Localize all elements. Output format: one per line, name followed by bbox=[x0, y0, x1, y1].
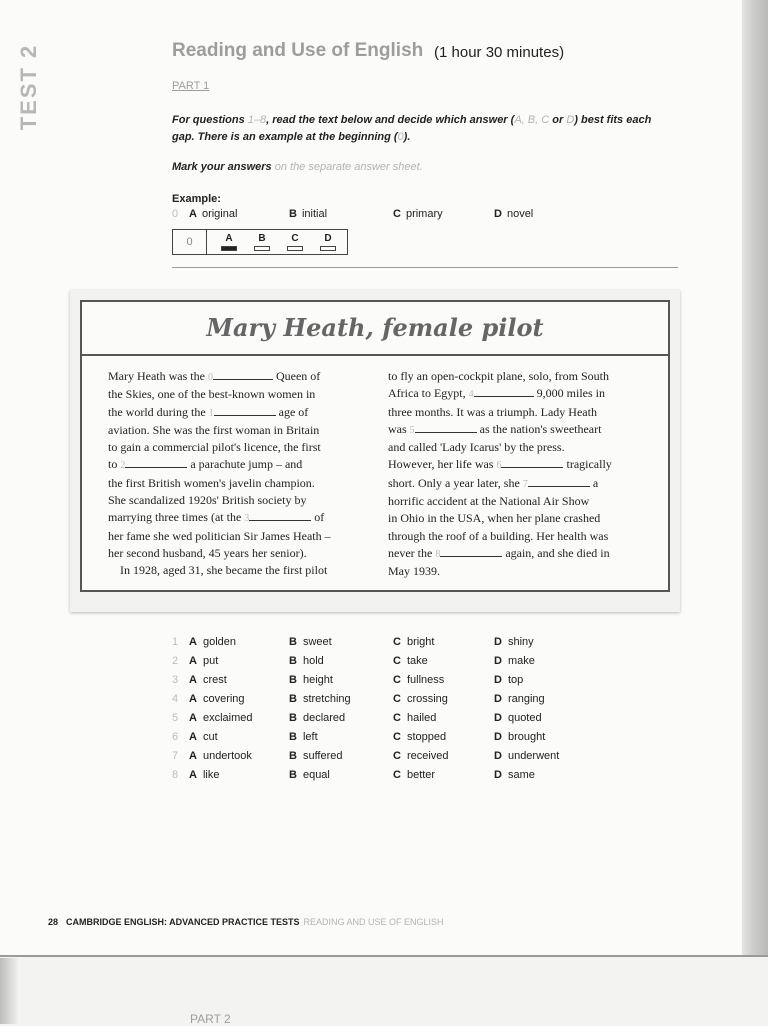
question-row: 2 A put B hold C take D make bbox=[172, 655, 535, 667]
example-num: 0 bbox=[172, 208, 179, 220]
page-footer bbox=[48, 917, 444, 927]
next-part-label: PART 2 bbox=[190, 1012, 231, 1026]
example-option-c: C primary bbox=[393, 208, 443, 220]
time-limit: (1 hour 30 minutes) bbox=[434, 44, 565, 61]
answer-option-b[interactable]: B bbox=[254, 234, 270, 251]
book-spine bbox=[742, 0, 768, 1024]
answer-option-d[interactable]: D bbox=[320, 234, 336, 251]
answer-bar-b bbox=[254, 246, 270, 251]
answer-bar-d bbox=[320, 246, 336, 251]
passage-title: Mary Heath, female pilot bbox=[82, 302, 668, 356]
answer-box-number: 0 bbox=[173, 230, 207, 254]
example-answer-box bbox=[172, 229, 348, 255]
answer-option-a[interactable]: A bbox=[221, 234, 237, 251]
example-option-a: A original bbox=[189, 208, 238, 220]
question-row: 4 A covering B stretching C crossing D ranging bbox=[172, 693, 545, 705]
answer-option-c[interactable]: C bbox=[287, 234, 303, 251]
answer-bar-a bbox=[221, 246, 237, 251]
next-page bbox=[0, 955, 768, 1026]
example-option-d: D novel bbox=[494, 208, 534, 220]
question-row: 8 A like B equal C better D same bbox=[172, 769, 535, 781]
page-number: 28 bbox=[48, 917, 59, 927]
book-title: CAMBRIDGE ENGLISH: ADVANCED PRACTICE TESTS bbox=[66, 917, 300, 927]
next-page-edge bbox=[0, 958, 18, 1024]
passage-left-column: Mary Heath was the 0 Queen of the Skies, one of the best-known women in the world during the 1 age of aviation. She was the first woman in Britain to gain a commercial pilot's licence, the first to 2 a parachute jump – and the first British women's javelin champion. She scandalized 1920s' British society by marrying three times (at the 3 of her fame she wed politician Sir James Heath – her second husband, 45 years her senior). In 1928, aged 31, she became the first pilot bbox=[108, 369, 331, 578]
part-label: PART 1 bbox=[172, 80, 210, 92]
answer-options-list bbox=[172, 636, 592, 788]
question-row: 6 A cut B left C stopped D brought bbox=[172, 731, 546, 743]
question-row: 7 A undertook B suffered C received D underwent bbox=[172, 750, 560, 762]
question-row: 1 A golden B sweet C bright D shiny bbox=[172, 636, 534, 648]
passage-box bbox=[80, 300, 670, 592]
side-tab-label: TEST 2 bbox=[16, 43, 41, 131]
answer-bar-c bbox=[287, 246, 303, 251]
section-name: READING AND USE OF ENGLISH bbox=[303, 917, 444, 927]
divider bbox=[172, 267, 678, 268]
question-row: 3 A crest B height C fullness D top bbox=[172, 674, 524, 686]
side-tab bbox=[8, 34, 48, 144]
mark-instruction: Mark your answers on the separate answer sheet. bbox=[172, 161, 423, 173]
instructions: For questions 1–8, read the text below and decide which answer (A, B, C or D) best fits each gap. There is an example at the beginning (0). bbox=[172, 114, 652, 143]
example-label: Example: bbox=[172, 193, 221, 205]
example-option-b: B initial bbox=[289, 208, 328, 220]
question-row: 5 A exclaimed B declared C hailed D quoted bbox=[172, 712, 542, 724]
passage-frame bbox=[70, 290, 680, 612]
passage-right-column: to fly an open-cockpit plane, solo, from South Africa to Egypt, 4 9,000 miles in three months. It was a triumph. Lady Heath was 5 as the nation's sweetheart and called 'Lady Icarus' by the press. However, her life was 6 tragically short. Only a year later, she 7 a horrific accident at the National Air Show in Ohio in the USA, when her plane crashed through the roof of a building. Her health was never the 8 again, and she died in May 1939. bbox=[388, 369, 612, 579]
page-title: Reading and Use of English bbox=[172, 40, 424, 61]
